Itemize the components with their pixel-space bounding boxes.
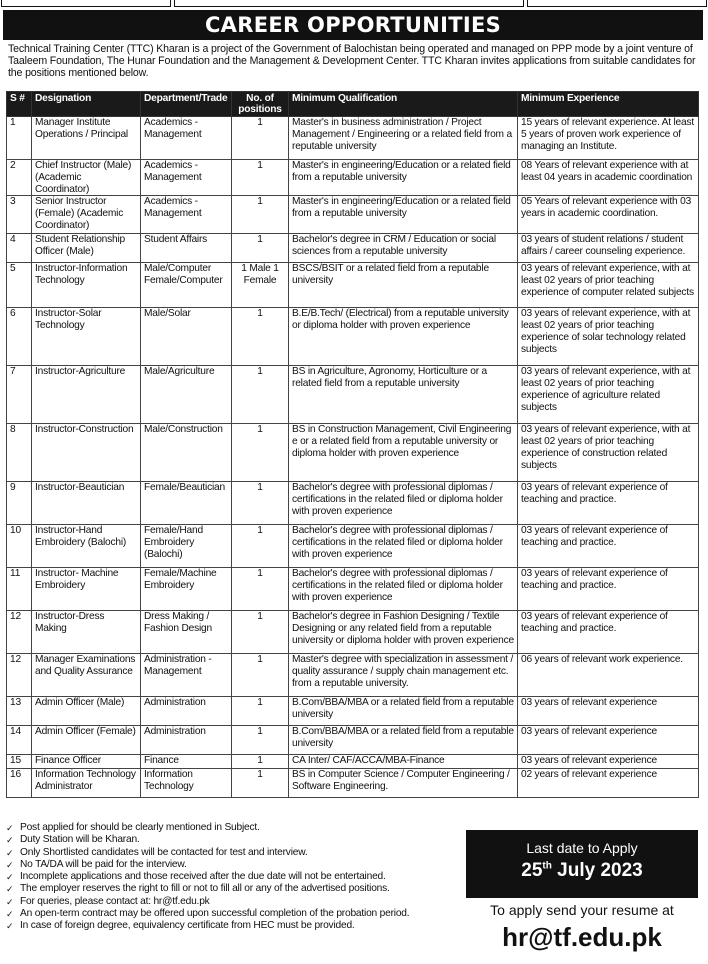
row-department: Dress Making / Fashion Design — [141, 611, 232, 654]
row-experience: 08 Years of relevant experience with at least 04 years in academic coordination — [518, 160, 699, 196]
row-qualification: Bachelor's degree with professional diplomas / certifications in the related filed or diploma holder with proven experience — [289, 568, 518, 611]
row-positions: 1 — [232, 234, 289, 263]
row-department: Female/Hand Embroidery (Balochi) — [141, 525, 232, 568]
row-qualification: B.E/B.Tech/ (Electrical) from a reputable university or diploma holder with proven experience — [289, 308, 518, 366]
row-serial: 16 — [7, 769, 32, 798]
row-experience: 03 years of relevant experience, with at least 02 years of prior teaching experience of construction related subjects — [518, 424, 699, 482]
deadline-day-suffix: th — [542, 860, 552, 872]
row-department: Academics - Management — [141, 196, 232, 234]
note-text: The employer reserves the right to fill or not to fill all or any of the advertised positions. — [20, 883, 390, 895]
row-serial: 9 — [7, 482, 32, 525]
top-strip-segment — [1, 0, 171, 7]
top-strip-segment — [174, 0, 524, 7]
row-positions: 1 — [232, 525, 289, 568]
table-row — [7, 726, 699, 755]
row-qualification: B.Com/BBA/MBA or a related field from a reputable university — [289, 726, 518, 755]
row-qualification: Master's in engineering/Education or a related field from a reputable university — [289, 196, 518, 234]
note-item — [6, 871, 462, 883]
notes-list — [6, 822, 462, 933]
row-positions: 1 — [232, 482, 289, 525]
top-border-strip — [0, 0, 708, 10]
row-positions: 1 — [232, 308, 289, 366]
row-qualification: Bachelor's degree with professional diplomas / certifications in the related filed or diploma holder with proven experience — [289, 525, 518, 568]
row-serial: 10 — [7, 525, 32, 568]
row-qualification: Master's in engineering/Education or a related field from a reputable university — [289, 160, 518, 196]
row-qualification: Bachelor's degree in Fashion Designing / Textile Designing or any related field from a reputable university or diploma holder with proven experience — [289, 611, 518, 654]
row-serial: 15 — [7, 755, 32, 769]
row-qualification: Master's degree with specialization in assessment / quality assurance / supply chain management etc. from a reputable university. — [289, 654, 518, 697]
row-serial: 1 — [7, 117, 32, 160]
row-designation: Instructor-Information Technology — [32, 263, 141, 308]
row-department: Male/Construction — [141, 424, 232, 482]
deadline-date — [466, 860, 698, 882]
row-positions: 1 — [232, 726, 289, 755]
note-item — [6, 908, 462, 920]
check-mark-icon: ✓ — [6, 884, 14, 895]
row-serial: 12 — [7, 654, 32, 697]
row-serial: 7 — [7, 366, 32, 424]
note-text: In case of foreign degree, equivalency certificate from HEC must be provided. — [20, 920, 355, 932]
column-header: Minimum Experience — [518, 92, 699, 117]
row-experience: 03 years of relevant experience, with at least 02 years of prior teaching experience of computer related subjects — [518, 263, 699, 308]
row-experience: 03 years of relevant experience of teaching and practice. — [518, 611, 699, 654]
row-positions: 1 — [232, 769, 289, 798]
page-title: CAREER OPPORTUNITIES — [3, 10, 703, 40]
row-experience: 03 years of relevant experience — [518, 755, 699, 769]
row-experience: 03 years of student relations / student affairs / career counseling experience. — [518, 234, 699, 263]
check-mark-icon: ✓ — [6, 835, 14, 846]
row-qualification: B.Com/BBA/MBA or a related field from a reputable university — [289, 697, 518, 726]
apply-info — [466, 902, 698, 953]
row-positions: 1 — [232, 611, 289, 654]
row-designation: Student Relationship Officer (Male) — [32, 234, 141, 263]
positions-table — [6, 91, 699, 798]
row-experience: 03 years of relevant experience of teaching and practice. — [518, 568, 699, 611]
note-item — [6, 834, 462, 846]
row-department: Administration — [141, 697, 232, 726]
note-text: Post applied for should be clearly mentioned in Subject. — [20, 822, 260, 833]
note-text: No TA/DA will be paid for the interview. — [20, 858, 187, 870]
row-experience: 03 years of relevant experience — [518, 726, 699, 755]
row-positions: 1 — [232, 697, 289, 726]
note-item — [6, 847, 462, 859]
table-header-row — [7, 92, 699, 117]
row-designation: Chief Instructor (Male) (Academic Coordinator) — [32, 160, 141, 196]
note-item — [6, 859, 462, 871]
row-department: Academics - Management — [141, 160, 232, 196]
table-row — [7, 117, 699, 160]
row-designation: Instructor-Agriculture — [32, 366, 141, 424]
row-serial: 13 — [7, 697, 32, 726]
row-qualification: BS in Construction Management, Civil Engineering e or a related field from a reputable university or diploma holder with proven experience — [289, 424, 518, 482]
table-row — [7, 482, 699, 525]
row-designation: Instructor-Dress Making — [32, 611, 141, 654]
check-mark-icon: ✓ — [6, 859, 14, 870]
note-text: Only Shortlisted candidates will be contacted for test and interview. — [20, 846, 308, 858]
row-positions: 1 — [232, 755, 289, 769]
note-text: Duty Station will be Kharan. — [20, 834, 140, 846]
table-row — [7, 424, 699, 482]
row-serial: 12 — [7, 611, 32, 654]
note-text: An open-term contract may be offered upon successful completion of the probation period. — [20, 908, 410, 920]
check-mark-icon: ✓ — [6, 872, 14, 883]
row-designation: Manager Institute Operations / Principal — [32, 117, 141, 160]
row-department: Administration — [141, 726, 232, 755]
column-header: Minimum Qualification — [289, 92, 518, 117]
deadline-day: 25 — [521, 860, 543, 881]
row-department: Female/Machine Embroidery — [141, 568, 232, 611]
row-serial: 14 — [7, 726, 32, 755]
footer-section — [6, 822, 702, 962]
row-experience: 05 Years of relevant experience with 03 years in academic coordination. — [518, 196, 699, 234]
row-designation: Information Technology Administrator — [32, 769, 141, 798]
table-row — [7, 697, 699, 726]
row-qualification: CA Inter/ CAF/ACCA/MBA-Finance — [289, 755, 518, 769]
deadline-label: Last date to Apply — [526, 840, 638, 856]
row-department: Male/Agriculture — [141, 366, 232, 424]
row-designation: Finance Officer — [32, 755, 141, 769]
row-qualification: Bachelor's degree in CRM / Education or social sciences from a reputable university — [289, 234, 518, 263]
row-qualification: BS in Agriculture, Agronomy, Horticulture or a related field from a reputable university — [289, 366, 518, 424]
row-designation: Instructor-Construction — [32, 424, 141, 482]
column-header: Department/Trade — [141, 92, 232, 117]
row-experience: 03 years of relevant experience of teaching and practice. — [518, 482, 699, 525]
row-department: Male/Solar — [141, 308, 232, 366]
row-qualification: Master's in business administration / Project Management / Engineering or a related field from a reputable university — [289, 117, 518, 160]
row-department: Administration - Management — [141, 654, 232, 697]
row-designation: Admin Officer (Female) — [32, 726, 141, 755]
row-serial: 4 — [7, 234, 32, 263]
intro-paragraph: Technical Training Center (TTC) Kharan is a project of the Government of Balochistan being operated and managed on PPP mode by a joint venture of Taaleem Foundation, The Hunar Foundation and the Management & Development Center. TTC Kharan invites applications from suitable candidates for the positions mentioned below. — [8, 43, 696, 79]
row-experience: 02 years of relevant experience — [518, 769, 699, 798]
row-designation: Manager Examinations and Quality Assurance — [32, 654, 141, 697]
column-header: No. of positions — [232, 92, 289, 117]
row-serial: 8 — [7, 424, 32, 482]
table-row — [7, 654, 699, 697]
row-positions: 1 — [232, 568, 289, 611]
row-designation: Instructor-Solar Technology — [32, 308, 141, 366]
table-row — [7, 755, 699, 769]
deadline-month-year: July 2023 — [557, 860, 643, 881]
row-department: Academics - Management — [141, 117, 232, 160]
note-item — [6, 883, 462, 895]
table-row — [7, 611, 699, 654]
note-item — [6, 822, 462, 834]
row-positions: 1 — [232, 160, 289, 196]
table-row — [7, 525, 699, 568]
table-row — [7, 196, 699, 234]
row-designation: Instructor-Beautician — [32, 482, 141, 525]
note-text: For queries, please contact at: hr@tf.edu.pk — [20, 895, 210, 907]
row-serial: 3 — [7, 196, 32, 234]
row-department: Male/Computer Female/Computer — [141, 263, 232, 308]
check-mark-icon: ✓ — [6, 921, 14, 932]
row-department: Finance — [141, 755, 232, 769]
row-experience: 03 years of relevant experience — [518, 697, 699, 726]
check-mark-icon: ✓ — [6, 847, 14, 858]
column-header: Designation — [32, 92, 141, 117]
row-department: Information Technology — [141, 769, 232, 798]
row-experience: 03 years of relevant experience, with at least 02 years of prior teaching experience of solar technology related subjects — [518, 308, 699, 366]
apply-label: To apply send your resume at — [490, 902, 674, 918]
row-qualification: BS in Computer Science / Computer Engineering / Software Engineering. — [289, 769, 518, 798]
row-qualification: BSCS/BSIT or a related field from a reputable university — [289, 263, 518, 308]
row-positions: 1 — [232, 424, 289, 482]
row-designation: Senior Instructor (Female) (Academic Coordinator) — [32, 196, 141, 234]
row-designation: Admin Officer (Male) — [32, 697, 141, 726]
table-row — [7, 308, 699, 366]
check-mark-icon: ✓ — [6, 896, 14, 907]
check-mark-icon: ✓ — [6, 823, 14, 833]
apply-email: hr@tf.edu.pk — [502, 922, 662, 952]
note-text: Incomplete applications and those received after the due date will not be entertained. — [20, 871, 386, 883]
table-row — [7, 568, 699, 611]
table-row — [7, 234, 699, 263]
row-designation: Instructor- Machine Embroidery — [32, 568, 141, 611]
row-positions: 1 — [232, 366, 289, 424]
row-serial: 5 — [7, 263, 32, 308]
top-strip-segment — [527, 0, 707, 7]
note-item — [6, 896, 462, 908]
row-positions: 1 Male 1 Female — [232, 263, 289, 308]
row-positions: 1 — [232, 117, 289, 160]
row-department: Female/Beautician — [141, 482, 232, 525]
note-item — [6, 920, 462, 932]
row-positions: 1 — [232, 196, 289, 234]
row-qualification: Bachelor's degree with professional diplomas / certifications in the related filed or diploma holder with proven experience — [289, 482, 518, 525]
row-experience: 15 years of relevant experience. At least 5 years of proven work experience of managing an Institute. — [518, 117, 699, 160]
row-experience: 03 years of relevant experience, with at least 02 years of prior teaching experience of agriculture related subjects — [518, 366, 699, 424]
table-row — [7, 769, 699, 798]
row-serial: 6 — [7, 308, 32, 366]
row-serial: 11 — [7, 568, 32, 611]
table-row — [7, 366, 699, 424]
row-experience: 03 years of relevant experience of teaching and practice. — [518, 525, 699, 568]
deadline-box — [466, 830, 698, 898]
table-row — [7, 160, 699, 196]
row-serial: 2 — [7, 160, 32, 196]
table-row — [7, 263, 699, 308]
check-mark-icon: ✓ — [6, 909, 14, 920]
row-experience: 06 years of relevant work experience. — [518, 654, 699, 697]
column-header: S # — [7, 92, 32, 117]
row-positions: 1 — [232, 654, 289, 697]
row-designation: Instructor-Hand Embroidery (Balochi) — [32, 525, 141, 568]
row-department: Student Affairs — [141, 234, 232, 263]
